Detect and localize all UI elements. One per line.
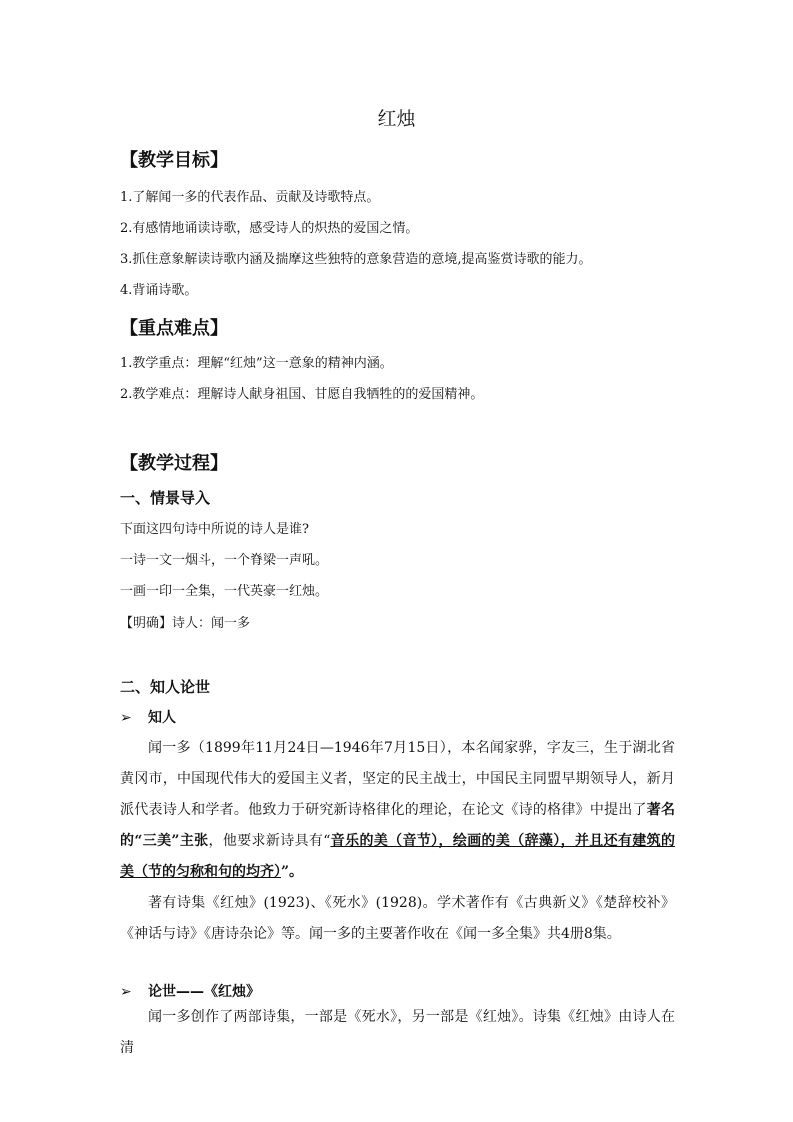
arrow-bullet-icon: ➢ (120, 710, 132, 726)
underlined-emphasis-text: 音乐的美（音节），绘画的美（辞藻），并且还有建筑的美（节的匀称和句的均齐） (120, 833, 675, 880)
emphasis-text: 著名的“三美”主张 (120, 802, 676, 849)
arrow-bullet-icon: ➢ (120, 984, 132, 1000)
intro-answer: 【明确】诗人：闻一多 (120, 616, 251, 631)
goal-item: 2.有感情地诵读诗歌，感受诗人的炽热的爱国之情。 (120, 221, 419, 236)
subsection-heading-intro: 一、情景导入 (120, 489, 211, 507)
goal-item: 4.背诵诗歌。 (120, 283, 198, 298)
intro-line: 下面这四句诗中所说的诗人是谁? (120, 522, 309, 537)
bullet-heading-context (120, 981, 260, 1001)
section-heading-key-points: 【重点难点】 (120, 318, 228, 339)
section-heading-process: 【教学过程】 (120, 453, 228, 474)
subsection-heading-background: 二、知人论世 (120, 678, 211, 696)
key-point-item: 1.教学重点：理解“红烛”这一意象的精神内涵。 (120, 356, 393, 371)
bullet-heading-author (120, 707, 176, 727)
page-title: 红烛 (377, 108, 416, 130)
context-paragraph: 闻一多创作了两部诗集，一部是《死水》，另一部是《红烛》。诗集《红烛》由诗人在清 (120, 1009, 675, 1056)
key-point-item: 2.教学难点：理解诗人献身祖国、甘愿自我牺牲的的爱国精神。 (120, 387, 484, 402)
intro-line: 一画一印一全集，一代英豪一红烛。 (120, 584, 329, 599)
goal-item: 1.了解闻一多的代表作品、贡献及诗歌特点。 (120, 190, 380, 205)
works-paragraph: 著有诗集《红烛》(1923)、《死水》(1928)。学术著作有《古典新义》《楚辞校补》《神话与诗》《唐诗杂论》等。闻一多的主要著作收在《闻一多全集》共4册8集。 (120, 895, 675, 942)
goal-item: 3.抓住意象解读诗歌内涵及揣摩这些独特的意象营造的意境,提高鉴赏诗歌的能力。 (120, 252, 592, 267)
paragraph-text: ，他要求新诗具有“ (208, 833, 331, 849)
bullet-label: 论世——《红烛》 (148, 984, 260, 1000)
paragraph-text: 闻一多（1899年11月24日—1946年7月15日），本名闻家骅，字友三，生于湖北省黄冈市，中国现代伟大的爱国主义者，坚定的民主战士，中国民主同盟早期领导人，新月派代表诗人和学者。他致力于研究新诗格律化的理论，在论文《诗的格律》中提出了 (120, 740, 675, 818)
section-heading-goals: 【教学目标】 (120, 150, 228, 171)
intro-line: 一诗一文一烟斗，一个脊梁一声吼。 (120, 553, 329, 568)
bullet-label: 知人 (148, 710, 176, 726)
paragraph-text: ”。 (281, 864, 304, 880)
author-paragraph (120, 733, 675, 888)
